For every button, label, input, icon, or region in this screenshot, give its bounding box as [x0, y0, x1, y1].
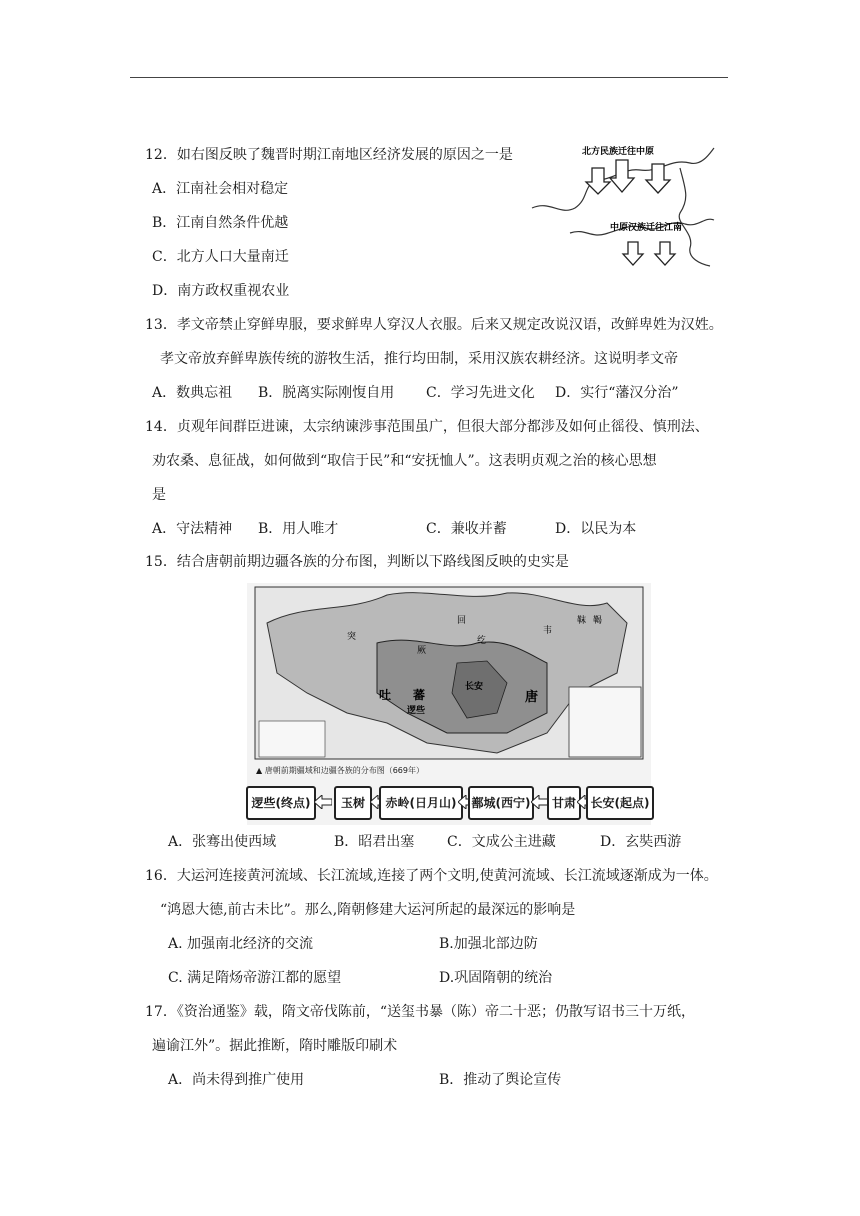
question-13-option-d: D．实行“藩汉分治”	[555, 385, 679, 401]
question-15-option-c: C．文成公主进藏	[447, 834, 556, 850]
question-16-option-a: A. 加强南北经济的交流	[168, 936, 314, 952]
header-rule	[130, 77, 728, 78]
question-15-option-d: D．玄奘西游	[600, 834, 682, 850]
map-label-tang: 唐	[525, 690, 539, 705]
question-15-option-a: A．张骞出使西域	[168, 834, 277, 850]
question-13-stem-line-2: 孝文帝放弃鲜卑族传统的游牧生活，推行均田制，采用汉族农耕经济。这说明孝文帝	[160, 351, 678, 367]
migration-map	[530, 138, 716, 268]
question-12-option-d: D．南方政权重视农业	[152, 283, 290, 299]
map-label-wei: 韦	[543, 626, 553, 636]
question-13-option-a: A．数典忘祖	[152, 385, 233, 401]
question-17-stem-line-2: 遍谕江外”。据此推断，隋时雕版印刷术	[152, 1038, 398, 1054]
map-label-he: 纥	[477, 636, 487, 646]
question-16-option-c: C. 满足隋炀帝游江都的愿望	[168, 970, 342, 986]
question-17-stem-line-1: 17．《资治通鉴》载，隋文帝伐陈前，“送玺书暴（陈）帝二十恶；仍散写诏书三十万纸，	[145, 1004, 695, 1020]
map-label-hui: 回	[457, 616, 467, 626]
question-14-option-b: B．用人唯才	[258, 521, 339, 537]
map-label-bo: 蕃	[413, 688, 426, 702]
question-13-option-c: C．学习先进文化	[426, 385, 535, 401]
question-14-stem-line-3: 是	[152, 487, 166, 503]
route-stop-gansu: 甘肃	[547, 786, 581, 820]
map-label-changan: 长安	[465, 682, 484, 692]
question-17-option-a: A．尚未得到推广使用	[168, 1072, 305, 1088]
map-label-tu2: 吐	[379, 688, 392, 702]
map-caption: ▲ 唐朝前期疆域和边疆各族的分布图（669年）	[256, 766, 424, 775]
map-label-north: 北方民族迁往中原	[582, 147, 655, 157]
question-12-option-b: B．江南自然条件优越	[152, 215, 289, 231]
question-16-option-b: B.加强北部边防	[439, 936, 538, 952]
question-17-option-b: B．推动了舆论宣传	[439, 1072, 562, 1088]
question-13-stem-line-1: 13．孝文帝禁止穿鲜卑服，要求鲜卑人穿汉人衣服。后来又规定改说汉语，改鲜卑姓为汉姓。	[145, 317, 723, 333]
map-label-south: 中原汉族迁往江南	[610, 223, 683, 233]
question-16-stem-line-1: 16．大运河连接黄河流域、长江流域,连接了两个文明,使黄河流域、长江流域逐渐成为一体。	[145, 868, 718, 884]
map-label-tu: 突	[347, 632, 357, 642]
route-stop-luoxie: 逻些(终点)	[246, 786, 316, 820]
question-12-option-a: A．江南社会相对稳定	[152, 181, 289, 197]
question-14-option-c: C．兼收并蓄	[426, 521, 507, 537]
map-label-jue: 厥	[417, 646, 427, 656]
question-12-option-c: C．北方人口大量南迁	[152, 249, 289, 265]
question-13-option-b: B．脱离实际刚愎自用	[258, 385, 395, 401]
question-14-option-d: D．以民为本	[555, 521, 637, 537]
route-stop-chiling: 赤岭(日月山)	[379, 786, 463, 820]
question-15-stem: 15．结合唐朝前期边疆各族的分布图，判断以下路线图反映的史实是	[145, 554, 569, 570]
question-16-option-d: D.巩固隋朝的统治	[439, 970, 553, 986]
question-14-stem-line-2: 劝农桑、息征战，如何做到“取信于民”和“安抚恤人”。这表明贞观之治的核心思想	[152, 453, 657, 469]
route-stop-yushu: 玉树	[334, 786, 372, 820]
question-14-stem-line-1: 14．贞观年间群臣进谏，太宗纳谏涉事范围虽广，但很大部分都涉及如何止徭役、慎刑法、	[145, 419, 709, 435]
left-arrow-icon	[314, 795, 332, 809]
route-stop-changan: 长安(起点)	[586, 786, 654, 820]
question-12-stem: 12．如右图反映了魏晋时期江南地区经济发展的原因之一是	[145, 147, 513, 163]
map-label-luoxie: 逻些	[407, 706, 426, 716]
map-label-mo: 靺	[577, 616, 587, 626]
route-stop-shancheng: 鄯城(西宁)	[468, 786, 534, 820]
map-label-he2: 鞨	[593, 616, 603, 626]
question-14-option-a: A．守法精神	[152, 521, 233, 537]
question-15-option-b: B．昭君出塞	[334, 834, 415, 850]
question-16-stem-line-2: “鸿恩大德,前古未比”。那么,隋朝修建大运河所起的最深远的影响是	[160, 902, 576, 918]
